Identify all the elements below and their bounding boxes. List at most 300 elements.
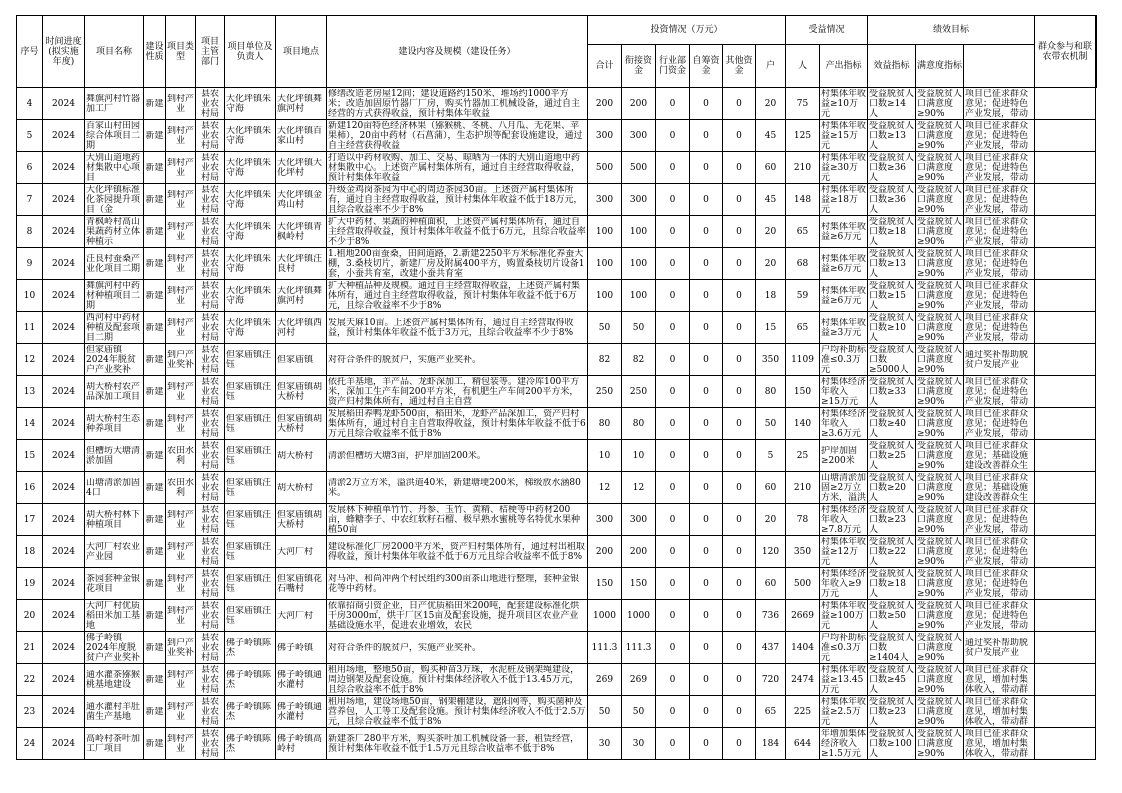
cell-inv-self-text: 0: [703, 322, 709, 333]
cell-unit-text: 大化坪镇朱守海: [226, 285, 272, 306]
cell-year-text: 2024: [52, 386, 75, 397]
cell-perf-satisfaction-text: 受益脱贫人口满意度≥90%: [917, 408, 963, 439]
cell-inv-total: [588, 568, 622, 600]
table-row: [17, 568, 1097, 600]
cell-perf-satisfaction-text: 受益脱贫人口满意度≥90%: [917, 184, 963, 215]
cell-dept-text: 县农业农村局: [200, 88, 219, 119]
cell-remark: [1035, 472, 1096, 504]
cell-inv-total-text: 150: [595, 578, 614, 589]
cell-inv-industry: [656, 408, 690, 440]
cell-inv-other: [723, 472, 756, 504]
cell-dept: [196, 408, 225, 440]
header-perf-output: 产出指标: [820, 45, 868, 88]
cell-perf-satisfaction-text: 受益脱贫人口满意度≥90%: [917, 120, 963, 151]
cell-location: [276, 696, 327, 728]
cell-inv-industry: [656, 696, 690, 728]
cell-name-text: 大化坪镇标准化茶园提升项目（金: [86, 184, 141, 215]
cell-perf-output-text: 护岸加固≥200米: [821, 445, 858, 466]
cell-inv-self-text: 0: [703, 674, 709, 685]
cell-nature: [144, 440, 166, 472]
cell-inv-link-text: 300: [629, 130, 648, 141]
cell-name: [85, 664, 144, 696]
cell-name: [85, 184, 144, 216]
cell-inv-industry: [656, 376, 690, 408]
cell-no-text: 9: [26, 258, 33, 269]
cell-ben-households: [756, 728, 786, 760]
cell-unit: [225, 248, 276, 280]
cell-name-text: 胡大桥村林下种植项目: [86, 509, 141, 530]
header-inv-industry: 行业部门资金: [656, 45, 690, 88]
cell-perf-effect-text: 受益脱贫人口数≥36人: [869, 152, 915, 183]
cell-year: [43, 152, 85, 184]
header-inv-link: 衔接资金: [622, 45, 656, 88]
cell-unit: [225, 344, 276, 376]
cell-content-text: 发展天麻10亩。上述资产属村集体所有，通过自主经营取得收益，预计村集体年收益不低于3万元，且综合收益率不少于8%: [328, 317, 574, 338]
cell-ben-households-text: 45: [764, 194, 777, 205]
cell-content: [327, 728, 588, 760]
cell-inv-link: [622, 600, 656, 632]
cell-perf-output: [820, 696, 868, 728]
cell-perf-satisfaction-text: 受益脱贫人口满意度≥90%: [917, 376, 963, 407]
cell-ben-households: [756, 184, 786, 216]
cell-inv-industry-text: 0: [669, 194, 676, 205]
cell-unit-text: 大化坪镇朱守海: [226, 125, 272, 146]
cell-mechanism: [964, 600, 1035, 632]
cell-type: [166, 664, 196, 696]
table-row: [17, 88, 1097, 120]
cell-inv-self-text: 0: [703, 354, 709, 365]
cell-location-text: 大化坪镇舞旗河村: [277, 93, 323, 114]
cell-inv-total-text: 111.3: [591, 642, 618, 653]
cell-type: [166, 344, 196, 376]
cell-inv-self: [690, 504, 723, 536]
cell-ben-households: [756, 88, 786, 120]
cell-no: [17, 440, 43, 472]
cell-perf-effect-text: 受益脱贫人口数≥5000人: [869, 344, 915, 375]
cell-type: [166, 440, 196, 472]
cell-no-text: 5: [26, 130, 33, 141]
cell-dept-text: 县农业农村局: [200, 728, 219, 759]
cell-name: [85, 408, 144, 440]
cell-content: [327, 600, 588, 632]
cell-perf-output: [820, 152, 868, 184]
cell-no-text: 18: [23, 546, 36, 557]
cell-dept-text: 县农业农村局: [200, 408, 219, 439]
cell-perf-satisfaction: [916, 152, 964, 184]
cell-no-text: 8: [26, 226, 33, 237]
cell-dept-text: 县农业农村局: [200, 664, 219, 695]
cell-inv-self-text: 0: [703, 130, 709, 141]
cell-inv-self-text: 0: [703, 578, 709, 589]
cell-inv-other-text: 0: [736, 642, 742, 653]
table-row: [17, 312, 1097, 344]
cell-remark: [1035, 600, 1096, 632]
cell-type-text: 到村产业: [167, 509, 194, 530]
cell-unit: [225, 312, 276, 344]
cell-no-text: 15: [23, 450, 36, 461]
cell-nature: [144, 344, 166, 376]
cell-dept: [196, 184, 225, 216]
cell-type-text: 农田水利: [167, 477, 194, 498]
cell-unit: [225, 120, 276, 152]
cell-inv-industry: [656, 568, 690, 600]
cell-inv-other-text: 0: [736, 738, 742, 749]
cell-nature: [144, 568, 166, 600]
cell-perf-effect-text: 受益脱贫人口数≥36人: [869, 184, 915, 215]
cell-perf-output: [820, 568, 868, 600]
cell-mechanism: [964, 152, 1035, 184]
cell-ben-households: [756, 248, 786, 280]
cell-inv-link: [622, 280, 656, 312]
cell-inv-other-text: 0: [736, 578, 742, 589]
cell-name-text: 胡大桥村生态种养项目: [86, 413, 141, 434]
cell-inv-total: [588, 408, 622, 440]
cell-unit-text: 佛子岭镇陈杰: [226, 637, 272, 658]
cell-mechanism-text: 项目已征求群众意见；促进特色产业发展，带动: [965, 408, 1029, 439]
cell-location-text: 大化坪镇百家山村: [277, 125, 323, 146]
cell-unit-text: 但家庙镇汪钰: [226, 413, 272, 434]
cell-perf-satisfaction-text: 受益脱贫人口满意度≥90%: [917, 504, 963, 535]
cell-nature-text: 新建: [145, 162, 164, 173]
cell-ben-people-text: 1404: [791, 642, 814, 653]
cell-name: [85, 280, 144, 312]
cell-unit: [225, 632, 276, 664]
cell-unit: [225, 728, 276, 760]
cell-mechanism-text: 通过奖补帮助脱贫户发展产业: [965, 349, 1029, 370]
cell-perf-satisfaction: [916, 248, 964, 280]
cell-year: [43, 408, 85, 440]
cell-inv-self-text: 0: [703, 514, 709, 525]
cell-inv-industry: [656, 280, 690, 312]
cell-inv-industry: [656, 536, 690, 568]
cell-perf-satisfaction: [916, 312, 964, 344]
cell-ben-people: [786, 216, 820, 248]
table-row: [17, 728, 1097, 760]
cell-inv-other: [723, 728, 756, 760]
cell-inv-industry: [656, 344, 690, 376]
cell-inv-link: [622, 408, 656, 440]
cell-inv-total-text: 300: [595, 514, 614, 525]
cell-perf-effect-text: 受益脱贫人口数≥25人: [869, 440, 915, 471]
cell-name-text: 高岭村茶叶加工厂项目: [86, 733, 141, 754]
cell-content-text: 扩大种植品种及规模。通过自主经营取得收益，上述资产属村集体所有，通过自主经营取得收益，预计村集体年收益不低于6万元，且综合收益率不少于8%: [328, 280, 581, 311]
cell-ben-people: [786, 408, 820, 440]
cell-nature: [144, 248, 166, 280]
header-perf-satisfaction: 满意度指标: [916, 45, 964, 88]
cell-content: [327, 280, 588, 312]
cell-inv-industry: [656, 248, 690, 280]
cell-dept: [196, 472, 225, 504]
cell-year: [43, 600, 85, 632]
cell-ben-households-text: 720: [761, 674, 780, 685]
cell-unit-text: 大化坪镇朱守海: [226, 317, 272, 338]
cell-no-text: 20: [23, 610, 36, 621]
cell-year: [43, 568, 85, 600]
cell-inv-total-text: 50: [598, 322, 611, 333]
table-row: [17, 664, 1097, 696]
cell-perf-output: [820, 632, 868, 664]
header-ben-people: 人: [786, 45, 820, 88]
cell-mechanism: [964, 696, 1035, 728]
cell-inv-total: [588, 696, 622, 728]
cell-nature: [144, 408, 166, 440]
cell-dept-text: 县农业农村局: [200, 536, 219, 567]
cell-dept-text: 县农业农村局: [200, 696, 219, 727]
cell-nature: [144, 88, 166, 120]
cell-perf-effect-text: 受益脱贫人口数≥23人: [869, 504, 915, 535]
cell-perf-satisfaction-text: 受益脱贫人口满意度≥90%: [917, 280, 963, 311]
cell-unit-text: 佛子岭镇陈杰: [226, 733, 272, 754]
cell-inv-link: [622, 88, 656, 120]
header-inv-total: 合计: [588, 45, 622, 88]
cell-inv-total: [588, 504, 622, 536]
cell-name: [85, 312, 144, 344]
cell-perf-effect: [868, 664, 916, 696]
cell-location: [276, 376, 327, 408]
cell-ben-households: [756, 376, 786, 408]
cell-year: [43, 504, 85, 536]
table-row: [17, 504, 1097, 536]
cell-perf-output-text: 村集体年收益≥10万元: [821, 88, 867, 119]
cell-mechanism: [964, 440, 1035, 472]
cell-ben-households: [756, 280, 786, 312]
cell-content-text: 对符合条件的脱贫户，实施产业奖补。: [328, 354, 482, 365]
cell-mechanism-text: 项目已征求群众意见；促进特色产业发展，带动: [965, 376, 1029, 407]
cell-content-text: 新建茶厂280平方米，购买茶叶加工机械设备一套，租赁经营，预计村集体年收益不低于1.5万元且综合收益率不低于8%: [328, 733, 580, 754]
cell-ben-people: [786, 376, 820, 408]
cell-perf-effect-text: 受益脱贫人口数≥10人: [869, 312, 915, 343]
cell-name-text: 百家山村田园综合体项目二期: [86, 120, 141, 151]
cell-no: [17, 728, 43, 760]
cell-type-text: 到村产业: [167, 157, 194, 178]
cell-remark: [1035, 696, 1096, 728]
cell-inv-industry: [656, 312, 690, 344]
cell-inv-other-text: 0: [736, 674, 742, 685]
cell-remark: [1035, 376, 1096, 408]
cell-inv-self-text: 0: [703, 610, 709, 621]
cell-perf-effect-text: 受益脱贫人口数≥23人: [869, 696, 915, 727]
cell-name-text: 舞旗河村竹器加工厂: [86, 93, 141, 114]
cell-inv-other-text: 0: [736, 226, 742, 237]
cell-type: [166, 696, 196, 728]
cell-perf-satisfaction: [916, 280, 964, 312]
cell-perf-satisfaction: [916, 664, 964, 696]
cell-inv-other: [723, 216, 756, 248]
cell-inv-link-text: 50: [632, 322, 645, 333]
cell-ben-households-text: 5: [767, 450, 774, 461]
cell-mechanism: [964, 664, 1035, 696]
cell-content: [327, 248, 588, 280]
cell-inv-link-text: 150: [629, 578, 648, 589]
cell-nature: [144, 600, 166, 632]
cell-dept-text: 县农业农村局: [200, 504, 219, 535]
cell-content: [327, 440, 588, 472]
cell-ben-people: [786, 632, 820, 664]
cell-perf-output: [820, 184, 868, 216]
header-no: 序号: [17, 16, 43, 88]
cell-location: [276, 728, 327, 760]
cell-unit: [225, 216, 276, 248]
header-location: 项目地点: [276, 16, 327, 88]
cell-inv-total-text: 82: [598, 354, 611, 365]
cell-inv-industry-text: 0: [669, 482, 676, 493]
cell-no: [17, 376, 43, 408]
cell-unit-text: 大化坪镇朱守海: [226, 189, 272, 210]
cell-name-text: 山塘清淤加固4口: [86, 477, 141, 498]
cell-mechanism: [964, 376, 1035, 408]
cell-year-text: 2024: [52, 514, 75, 525]
cell-location-text: 但家庙镇胡大桥村: [277, 381, 323, 402]
cell-no-text: 12: [23, 354, 36, 365]
cell-inv-industry-text: 0: [669, 290, 676, 301]
cell-year-text: 2024: [52, 226, 75, 237]
cell-inv-self: [690, 568, 723, 600]
cell-type-text: 到村产业: [167, 125, 194, 146]
cell-mechanism: [964, 504, 1035, 536]
cell-dept: [196, 632, 225, 664]
header-benefit: 受益情况: [786, 16, 868, 45]
cell-ben-households-text: 437: [761, 642, 780, 653]
cell-content-text: 租用场地，建设场地50亩，钢架棚建设，遮阳网等，购买菌种及营养包，人工等工及配套设施。预计村集体经济收入不低于2.5万元，且综合收益率不低于8%: [328, 696, 586, 727]
cell-ben-people-text: 500: [793, 578, 812, 589]
cell-location: [276, 536, 327, 568]
cell-no: [17, 504, 43, 536]
cell-perf-effect-text: 受益脱贫人口数≥1404人: [869, 632, 915, 663]
cell-mechanism-text: 项目已征求群众意见；促进特色产业发展，带动: [965, 600, 1029, 631]
cell-perf-effect: [868, 696, 916, 728]
cell-ben-households-text: 20: [764, 226, 777, 237]
cell-inv-link: [622, 184, 656, 216]
cell-ben-people-text: 2474: [791, 674, 814, 685]
cell-dept: [196, 536, 225, 568]
cell-location: [276, 280, 327, 312]
cell-nature: [144, 376, 166, 408]
cell-location: [276, 88, 327, 120]
cell-no: [17, 312, 43, 344]
cell-perf-output: [820, 120, 868, 152]
cell-mechanism: [964, 408, 1035, 440]
cell-no: [17, 664, 43, 696]
cell-remark: [1035, 664, 1096, 696]
cell-inv-link-text: 269: [629, 674, 648, 685]
cell-ben-households: [756, 120, 786, 152]
cell-year-text: 2024: [52, 706, 75, 717]
cell-perf-satisfaction-text: 受益脱贫人口满意度≥90%: [917, 344, 963, 375]
cell-content: [327, 88, 588, 120]
cell-perf-output-text: 户均补助标准≤0.3万元: [821, 344, 867, 375]
cell-inv-link: [622, 536, 656, 568]
cell-inv-link: [622, 696, 656, 728]
cell-unit: [225, 504, 276, 536]
cell-unit: [225, 280, 276, 312]
cell-unit: [225, 184, 276, 216]
header-unit: 项目单位及负责人: [225, 16, 276, 88]
cell-inv-self-text: 0: [703, 738, 709, 749]
cell-inv-other: [723, 632, 756, 664]
cell-mechanism-text: 项目已征求群众意见，增加村集体收入，带动群: [965, 728, 1029, 759]
cell-year: [43, 376, 85, 408]
cell-location: [276, 216, 327, 248]
cell-ben-people-text: 75: [796, 98, 809, 109]
cell-type: [166, 120, 196, 152]
cell-content: [327, 120, 588, 152]
cell-perf-effect: [868, 536, 916, 568]
cell-mechanism-text: 项目已征求群众意见；促进特色产业发展，带动: [965, 152, 1029, 183]
cell-unit-text: 大化坪镇朱守海: [226, 221, 272, 242]
cell-inv-other: [723, 376, 756, 408]
cell-unit: [225, 152, 276, 184]
cell-unit-text: 但家庙镇汪钰: [226, 605, 272, 626]
cell-name-text: 大别山道地药材集散中心项目: [86, 152, 141, 183]
cell-mechanism-text: 项目已征求群众意见；促进特色产业发展，带动: [965, 216, 1029, 247]
cell-nature: [144, 536, 166, 568]
cell-name: [85, 696, 144, 728]
cell-perf-output-text: 村集体年收益≥100万元: [821, 600, 867, 631]
cell-content-text: 升级金鸡岗茶园为中心的周边茶园30亩。上述资产属村集体所有，通过自主经营取得收益，预计村集体年收益不低于18万元，且综合收益率不少于8%: [328, 184, 583, 215]
header-schedule: 时间进度(拟实施年度): [43, 16, 85, 88]
cell-nature: [144, 312, 166, 344]
cell-ben-households-text: 45: [764, 130, 777, 141]
cell-year-text: 2024: [52, 450, 75, 461]
cell-ben-households-text: 60: [764, 162, 777, 173]
cell-year: [43, 312, 85, 344]
cell-inv-industry-text: 0: [669, 546, 676, 557]
cell-perf-output-text: 村集体年收益≥2.5万元: [821, 696, 867, 727]
cell-ben-people-text: 2669: [791, 610, 814, 621]
cell-mechanism: [964, 184, 1035, 216]
cell-name-text: 胡大桥村农产品深加工项目: [86, 381, 141, 402]
cell-remark: [1035, 568, 1096, 600]
cell-mechanism: [964, 536, 1035, 568]
cell-no: [17, 280, 43, 312]
cell-perf-output-text: 村集体经济年收入≥9万元: [821, 568, 867, 599]
cell-location: [276, 504, 327, 536]
header-mechanism: 群众参与和联农带农机制: [1035, 16, 1096, 88]
cell-inv-link: [622, 504, 656, 536]
cell-name: [85, 344, 144, 376]
cell-location-text: 胡大桥村: [277, 450, 314, 461]
cell-perf-output-text: 村集体年收益≥13.45万元: [821, 664, 867, 695]
cell-inv-industry: [656, 664, 690, 696]
cell-dept: [196, 568, 225, 600]
cell-location-text: 但家庙镇: [277, 354, 314, 365]
cell-dept: [196, 728, 225, 760]
cell-name: [85, 568, 144, 600]
cell-type: [166, 376, 196, 408]
cell-nature-text: 新建: [145, 386, 164, 397]
cell-inv-link: [622, 568, 656, 600]
cell-type-text: 到村产业: [167, 317, 194, 338]
cell-ben-households: [756, 504, 786, 536]
cell-dept-text: 县农业农村局: [200, 248, 219, 279]
header-dept: 项目主管部门: [196, 16, 225, 88]
cell-ben-people: [786, 536, 820, 568]
cell-perf-satisfaction: [916, 440, 964, 472]
cell-ben-households-text: 60: [764, 482, 777, 493]
cell-year-text: 2024: [52, 610, 75, 621]
cell-ben-households: [756, 344, 786, 376]
cell-inv-other-text: 0: [736, 98, 742, 109]
cell-no: [17, 408, 43, 440]
cell-ben-people-text: 140: [793, 418, 812, 429]
cell-perf-output-text: 村集体年收益≥6万元: [821, 221, 867, 242]
cell-dept: [196, 504, 225, 536]
cell-year-text: 2024: [52, 194, 75, 205]
cell-type: [166, 216, 196, 248]
cell-mechanism: [964, 568, 1035, 600]
cell-dept-text: 县农业农村局: [200, 344, 219, 375]
cell-remark: [1035, 88, 1096, 120]
